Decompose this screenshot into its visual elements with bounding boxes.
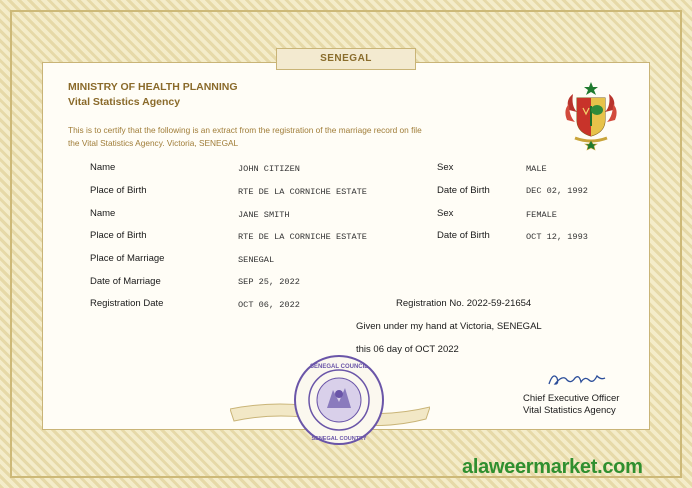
intro-text <box>68 124 488 149</box>
country-tab: SENEGAL <box>276 48 416 70</box>
place-of-birth-value-2: RTE DE LA CORNICHE ESTATE <box>238 232 367 242</box>
place-of-birth-value-1: RTE DE LA CORNICHE ESTATE <box>238 187 367 197</box>
place-of-birth-label-2: Place of Birth <box>90 230 147 241</box>
registration-number: Registration No. 2022-59-21654 <box>396 298 532 309</box>
place-of-marriage-value: SENEGAL <box>238 255 275 265</box>
given-under-text: Given under my hand at Victoria, SENEGAL <box>356 321 542 332</box>
officer-title: Chief Executive Officer <box>523 393 620 404</box>
sex-label-1: Sex <box>437 162 454 173</box>
sex-value-2: FEMALE <box>526 210 557 220</box>
registration-date-value: OCT 06, 2022 <box>238 300 300 310</box>
officer-agency: Vital Statistics Agency <box>523 405 616 416</box>
watermark-text: alaweermarket.com <box>462 456 643 478</box>
senegal-coat-of-arms-icon <box>563 80 619 152</box>
name-value-2: JANE SMITH <box>238 210 290 220</box>
place-of-birth-label-1: Place of Birth <box>90 185 147 196</box>
date-of-marriage-label: Date of Marriage <box>90 276 161 287</box>
day-line-text: this 06 day of OCT 2022 <box>356 344 459 355</box>
name-label-1: Name <box>90 162 116 173</box>
ministry-title: MINISTRY OF HEALTH PLANNING <box>68 81 238 93</box>
svg-text:SENEGAL COUNTRY: SENEGAL COUNTRY <box>311 436 367 442</box>
date-of-birth-label-2: Date of Birth <box>437 230 490 241</box>
sex-label-2: Sex <box>437 208 454 219</box>
date-of-birth-value-2: OCT 12, 1993 <box>526 232 588 242</box>
svg-text:SENEGAL COUNCIL: SENEGAL COUNCIL <box>310 364 368 370</box>
date-of-birth-value-1: DEC 02, 1992 <box>526 186 588 196</box>
sex-value-1: MALE <box>526 164 547 174</box>
officer-signature <box>545 368 607 390</box>
name-value-1: JOHN CITIZEN <box>238 164 300 174</box>
council-seal-icon <box>293 354 385 446</box>
name-label-2: Name <box>90 208 116 219</box>
registration-date-label: Registration Date <box>90 298 164 309</box>
place-of-marriage-label: Place of Marriage <box>90 253 165 264</box>
date-of-birth-label-1: Date of Birth <box>437 185 490 196</box>
intro-line-1: This is to certify that the following is an extract from the registration of the marriage record on file <box>68 125 422 135</box>
intro-line-2: the Vital Statistics Agency. Victoria, SENEGAL <box>68 137 239 148</box>
agency-title: Vital Statistics Agency <box>68 96 181 108</box>
date-of-marriage-value: SEP 25, 2022 <box>238 277 300 287</box>
